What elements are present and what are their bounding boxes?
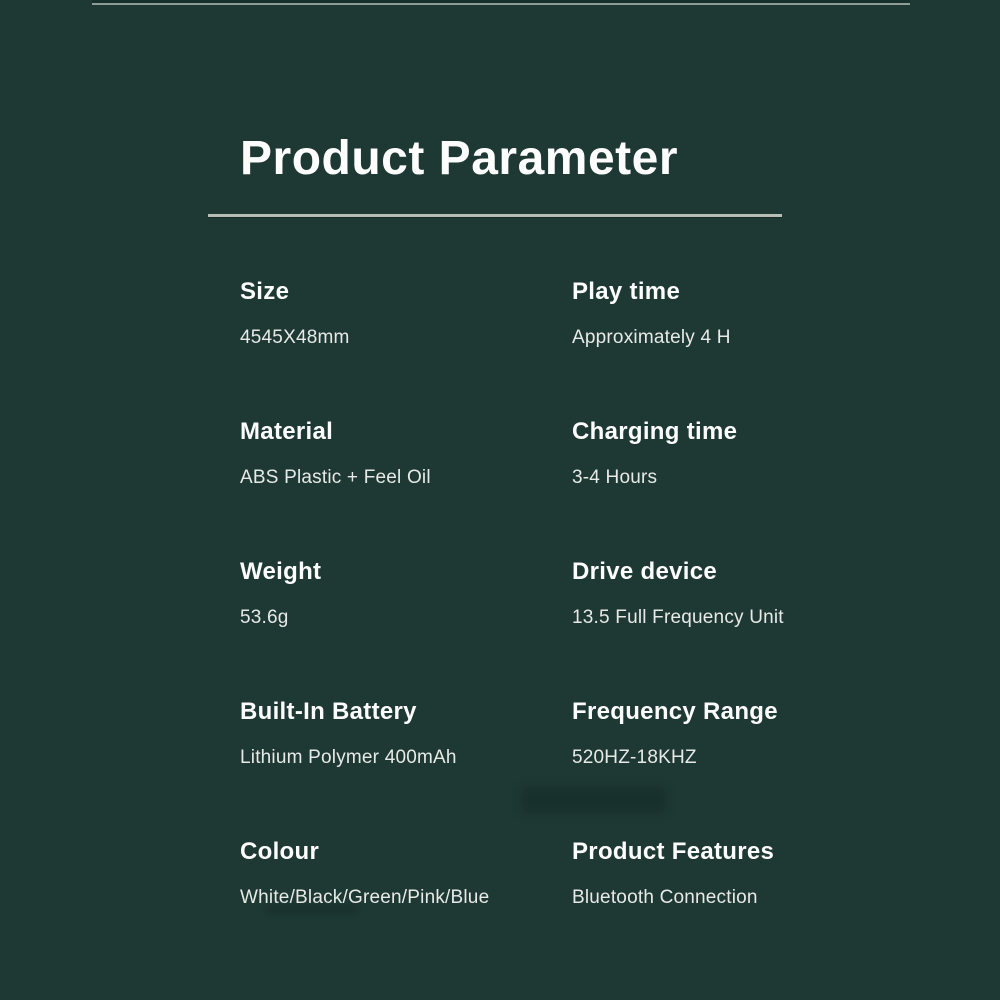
spec-item-play-time bbox=[572, 277, 800, 417]
spec-grid bbox=[240, 277, 800, 977]
spec-label: Size bbox=[240, 278, 290, 305]
spec-value: White/Black/Green/Pink/Blue bbox=[240, 887, 490, 908]
title-underline bbox=[208, 214, 782, 217]
spec-item-built-in-battery bbox=[240, 697, 572, 837]
spec-item-size bbox=[240, 277, 572, 417]
spec-value: Lithium Polymer 400mAh bbox=[240, 747, 457, 768]
spec-value: 520HZ-18KHZ bbox=[572, 747, 697, 768]
spec-item-frequency-range bbox=[572, 697, 800, 837]
spec-value: ABS Plastic + Feel Oil bbox=[240, 467, 431, 488]
spec-label: Play time bbox=[572, 278, 681, 305]
spec-label: Charging time bbox=[572, 418, 738, 445]
spec-item-material bbox=[240, 417, 572, 557]
spec-label: Product Features bbox=[572, 838, 775, 865]
spec-label: Frequency Range bbox=[572, 698, 778, 725]
spec-value: 13.5 Full Frequency Unit bbox=[572, 607, 784, 628]
artifact-smudge bbox=[266, 905, 358, 914]
spec-value: 4545X48mm bbox=[240, 327, 350, 348]
page-title: Product Parameter bbox=[240, 132, 678, 185]
spec-label: Weight bbox=[240, 558, 322, 585]
spec-value: 53.6g bbox=[240, 607, 289, 628]
spec-label: Colour bbox=[240, 838, 320, 865]
artifact-smudge bbox=[522, 787, 666, 813]
spec-label: Built-In Battery bbox=[240, 698, 417, 725]
spec-value: Approximately 4 H bbox=[572, 327, 731, 348]
spec-label: Material bbox=[240, 418, 334, 445]
spec-item-product-features bbox=[572, 837, 800, 977]
top-edge-divider bbox=[92, 3, 910, 5]
spec-label: Drive device bbox=[572, 558, 718, 585]
spec-value: Bluetooth Connection bbox=[572, 887, 758, 908]
spec-value: 3-4 Hours bbox=[572, 467, 658, 488]
spec-item-weight bbox=[240, 557, 572, 697]
spec-item-drive-device bbox=[572, 557, 800, 697]
spec-item-charging-time bbox=[572, 417, 800, 557]
